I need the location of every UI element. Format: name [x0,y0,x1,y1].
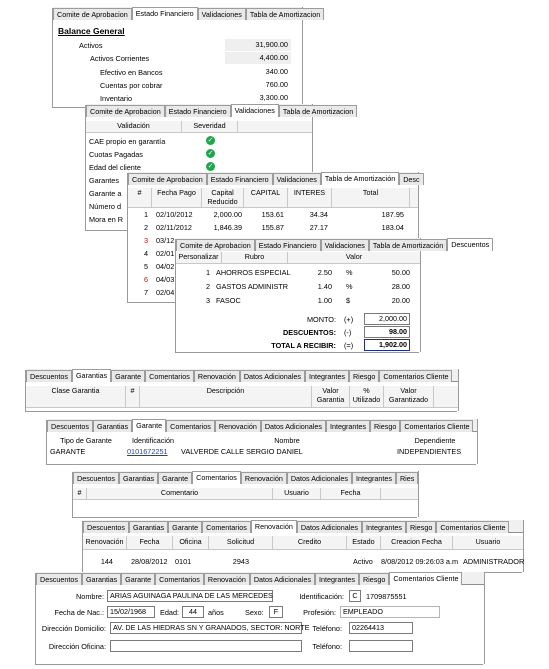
total-label: TOTAL A RECIBIR: [271,341,336,350]
col-fecha: Fecha [321,488,381,499]
amort-cell-num: 6 [143,275,148,284]
garante-identificacion-link[interactable]: 0101672251 [127,447,168,456]
tab-renovacion[interactable]: Renovación [194,370,240,382]
tab-integrantes[interactable]: Integrantes [326,420,370,432]
tab-datos-adicionales[interactable]: Datos Adicionales [287,472,352,484]
id-tipo-field[interactable]: C [349,590,361,602]
col-rubro: Rubro [222,252,288,263]
balance-label-activos: Activos [79,41,103,50]
tab-validaciones[interactable]: Validaciones [231,104,279,117]
renovacion-fecha: 28/08/2012 [131,557,168,566]
check-icon: ✓ [207,163,214,170]
validacion-row-3: Edad del cliente [89,163,141,172]
tab-garante[interactable]: Garante [168,521,202,533]
amort-cell-fecha: 02/11/2012 [156,223,192,232]
desc-cell-rubro: GASTOS ADMINISTR [216,282,289,291]
tab-integrantes[interactable]: Integrantes [352,472,396,484]
tab-descuentos[interactable]: Descuentos [73,472,119,484]
amort-cell-num: 2 [143,223,148,232]
tab-integrantes[interactable]: Integrantes [315,573,359,585]
balance-tabs [53,7,321,20]
validacion-row-6: Número d [89,202,122,211]
col-interes: INTERES [288,188,332,207]
tab-garantias[interactable]: Garantias [129,521,168,533]
col-comentario: Comentario [87,488,273,499]
garante-nombre: VALVERDE CALLE SERGIO DANIEL [181,447,303,456]
check-icon: ✓ [207,150,214,157]
desc-cell-porcentaje: 2.50 [317,268,332,277]
renovacion-panel [83,520,523,572]
tab-comentarios-cliente[interactable]: Comentarios Cliente [389,572,462,585]
tab-garante[interactable]: Garante [132,419,166,432]
tab-comite[interactable]: Comite de Aprobacion [86,105,165,117]
balance-value-cuentas: 760.00 [225,79,291,91]
validacion-row-4: Garantes [89,176,120,185]
profesion-field[interactable]: EMPLEADO [340,606,440,618]
col-oficina: Oficina [173,536,209,549]
amort-cell-fecha: 03/12 [156,236,175,245]
tab-datos-adicionales[interactable]: Datos Adicionales [240,370,305,382]
cliente-tabs [36,572,484,585]
oficina-label: Dirección Oficina: [48,642,106,651]
tab-garantias[interactable]: Garantias [93,420,132,432]
garantias-header [26,386,458,408]
sexo-label: Sexo: [245,608,264,617]
tab-amortizacion[interactable]: Tabla de Amortización [321,172,399,185]
desc-cell-tipo: $ [346,296,351,305]
col-personalizar: Personalizar [176,252,222,263]
tab-comentarios[interactable]: Comentarios [166,420,215,432]
descuentos-label: DESCUENTOS: [283,328,336,337]
sexo-field[interactable]: F [269,606,283,618]
col-tipo-garante: Tipo de Garante [60,436,112,445]
validaciones-header [86,121,312,133]
desc-cell-num: 1 [205,268,210,277]
tab-comentarios-cliente[interactable]: Comentarios Cliente [379,370,452,382]
amortizacion-tabs [128,172,418,185]
desc-cell-valor: 50.00 [391,268,410,277]
amort-cell-total: 187.95 [381,210,404,219]
renovacion-solicitud: 2943 [232,557,249,566]
descuentos-field: 98.00 [364,326,410,338]
balance-value-efectivo: 340.00 [225,66,291,78]
col-capital: CAPITAL [244,188,288,207]
desc-cell-porcentaje: 1.00 [317,296,332,305]
descuentos-panel [176,238,490,352]
check-icon: ✓ [207,137,214,144]
col-estado: Estado [347,536,381,549]
amort-cell-interes: 27.17 [309,223,328,232]
validacion-row-5: Garante a [89,189,122,198]
amort-cell-capital: 153.61 [261,210,284,219]
tab-riesgo[interactable]: Riesgo [406,521,436,533]
col-num: # [126,386,140,407]
tab-garante[interactable]: Garante [121,573,155,585]
col-nombre: Nombre [274,436,300,445]
col-valor-garantia: Valor Garantia [312,386,350,407]
tab-riesgo[interactable]: Riesgo [370,420,400,432]
tab-estado-financiero[interactable]: Estado Financiero [207,173,273,185]
col-total: Total [332,188,410,207]
col-severidad: Severidad [182,121,238,132]
monto-field: 2,000.00 [364,313,410,325]
comentarios-panel [73,471,418,517]
renovacion-header [83,536,523,550]
amort-cell-capital-reducido: 1,846.39 [213,223,242,232]
tab-riesgo[interactable]: Riesgo [349,370,379,382]
tab-comite[interactable]: Comite de Aprobacion [176,239,255,251]
renovacion-oficina: 0101 [175,557,192,566]
balance-label-efectivo: Efectivo en Bancos [100,68,163,77]
balance-title: Balance General [58,26,125,36]
col-num: # [73,488,87,499]
tab-comentarios-cliente[interactable]: Comentarios Cliente [436,521,509,533]
tab-comentarios[interactable]: Comentarios [155,573,204,585]
col-num: # [128,188,152,207]
tab-estado-financiero[interactable]: Estado Financiero [132,7,198,20]
desc-cell-porcentaje: 1.40 [317,282,332,291]
tab-comentarios[interactable]: Comentarios [192,471,241,484]
tab-estado-financiero[interactable]: Estado Financiero [165,105,231,117]
desc-cell-tipo: % [346,282,353,291]
col-identificacion: Identificación [132,436,174,445]
identificacion-label: Identificación: [299,592,344,601]
descuentos-sign: (-) [344,328,352,337]
tab-datos-adicionales[interactable]: Datos Adicionales [297,521,362,533]
amort-cell-capital: 155.87 [261,223,284,232]
desc-cell-rubro: AHORROS ESPECIAL [216,268,291,277]
col-valor-garantizado: Valor Garantizado [384,386,434,407]
tab-renovacion[interactable]: Renovación [251,520,297,533]
amort-cell-num: 7 [143,288,148,297]
renovacion-usuario: ADMINISTRADOR [463,557,525,566]
edad-field[interactable]: 44 [182,606,204,618]
amort-cell-capital-reducido: 2,000.00 [213,210,242,219]
col-renovacion: Renovación [83,536,127,549]
tab-comentarios-cliente[interactable]: Comentarios Cliente [400,420,473,432]
tab-descuentos[interactable]: Descuentos [447,238,493,251]
domicilio-label: Dirección Domicilio: [41,624,106,633]
col-credito: Credito [273,536,347,549]
tab-descuentos[interactable]: Descuentos [36,573,82,585]
monto-sign: (+) [344,315,354,324]
balance-panel [53,7,321,107]
tab-garante[interactable]: Garante [158,472,192,484]
tab-renovacion[interactable]: Renovación [204,573,250,585]
profesion-label: Profesión: [303,608,336,617]
amort-cell-num: 3 [143,236,148,245]
tab-comentarios[interactable]: Comentarios [145,370,194,382]
desc-cell-num: 3 [205,296,210,305]
tab-estado-financiero[interactable]: Estado Financiero [255,239,321,251]
total-sign: (=) [344,341,354,350]
comentarios-header [73,488,418,500]
col-usuario: Usuario [475,537,501,546]
tab-datos-adicionales[interactable]: Datos Adicionales [261,420,326,432]
tab-garantias[interactable]: Garantias [72,369,111,382]
amort-cell-interes: 34.34 [309,210,328,219]
tab-integrantes[interactable]: Integrantes [305,370,349,382]
col-solicitud: Solicitud [209,536,273,549]
desc-cell-tipo: % [346,268,353,277]
telefono2-field[interactable] [349,640,413,652]
tab-comite[interactable]: Comite de Aprobacion [128,173,207,185]
garante-panel [47,419,477,464]
tab-garantias[interactable]: Garantias [82,573,121,585]
amort-cell-fecha: 02/01 [156,249,175,258]
garantias-panel [26,369,458,411]
garante-dependiente: INDEPENDIENTES [397,447,462,456]
col-creacion-fecha: Creacion Fecha [381,536,453,549]
garante-tabs [47,419,477,432]
tab-descuentos[interactable]: Descuentos [47,420,93,432]
amortizacion-header [128,188,418,208]
descuentos-tabs [176,238,490,251]
desc-cell-rubro: FASOC [216,296,241,305]
cliente-panel [36,572,484,664]
balance-value-corrientes: 4,400.00 [225,52,291,64]
tab-datos-adicionales[interactable]: Datos Adicionales [250,573,315,585]
tab-validaciones[interactable]: Validaciones [198,8,246,20]
balance-label-corrientes: Activos Corrientes [90,54,150,63]
oficina-field[interactable] [110,640,302,652]
col-fecha: Fecha [127,536,173,549]
amort-cell-num: 1 [143,210,148,219]
garante-header [47,436,477,447]
amort-cell-total: 183.04 [381,223,404,232]
monto-label: MONTO: [306,315,336,324]
balance-label-inventario: Inventario [100,94,133,103]
tab-integrantes[interactable]: Integrantes [362,521,406,533]
telefono-label: Teléfono: [312,624,342,633]
tab-amortizacion[interactable]: Tabla de Amortización [369,239,447,251]
nombre-field[interactable]: ARIAS AGUINAGA PAULINA DE LAS MERCEDES [107,590,273,602]
tab-amortizacion[interactable]: Tabla de Amortizacion [246,8,324,20]
telefono-field[interactable]: 02264413 [349,622,413,634]
tab-validaciones[interactable]: Validaciones [273,173,321,185]
renovacion-creacion: 8/08/2012 09:26:03 a.m [381,557,459,566]
col-fecha-pago: Fecha Pago [152,188,202,207]
col-validacion: Validación [86,121,182,132]
renovacion-estado: Activo [353,557,373,566]
garantias-tabs [26,369,458,382]
domicilio-field[interactable]: AV. DE LAS HIEDRAS SN Y GRANADOS, SECTOR: NORTE [110,622,302,634]
col-descripcion: Descripción [140,386,312,407]
amort-cell-num: 5 [143,262,148,271]
renovacion-numero: 144 [100,557,113,566]
tab-renovacion[interactable]: Renovación [215,420,261,432]
amort-cell-fecha: 02/04 [156,288,175,297]
balance-value-inventario: 3,300.00 [225,92,291,104]
balance-label-cuentas: Cuentas por cobrar [100,81,163,90]
tab-validaciones[interactable]: Validaciones [321,239,369,251]
telefono2-label: Teléfono: [312,642,342,651]
validacion-row-1: CAE propio en garantía [89,137,166,146]
tab-amortizacion[interactable]: Tabla de Amortizacion [279,105,357,117]
comentarios-tabs [73,471,418,484]
col-utilizado: % Utilizado [350,386,384,407]
col-capital-reducido: Capital Reducido [202,188,244,207]
identificacion-value: 1709875551 [366,592,407,601]
desc-cell-valor: 28.00 [391,282,410,291]
amort-cell-fecha: 04/02 [156,262,175,271]
desc-cell-num: 2 [205,282,210,291]
tab-riesgo[interactable]: Ries [396,472,418,484]
descuentos-header [176,252,420,264]
amort-cell-fecha: 04/03 [156,275,175,284]
tab-descuentos[interactable]: Descuentos [83,521,129,533]
tab-comite[interactable]: Comite de Aprobacion [53,8,132,20]
validacion-row-7: Mora en R [89,215,124,224]
fecha-nac-label: Fecha de Nac.: [54,608,104,617]
tab-garante[interactable]: Garante [111,370,145,382]
col-clase-garantia: Clase Garantia [26,386,126,407]
amort-cell-num: 4 [143,249,148,258]
col-valor: Valor [345,252,363,261]
col-dependiente: Dependiente [414,436,456,445]
tab-descuentos[interactable]: Descuentos [26,370,72,382]
renovacion-tabs [83,520,523,533]
tab-renovacion[interactable]: Renovación [241,472,287,484]
tab-descuentos[interactable]: Desc [399,173,423,185]
desc-cell-valor: 20.00 [391,296,410,305]
fecha-nac-field[interactable]: 15/02/1968 [107,606,155,618]
nombre-label: Nombre: [76,592,104,601]
amort-cell-fecha: 02/10/2012 [156,210,193,219]
edad-label: Edad: [160,608,180,617]
validaciones-tabs [86,104,354,117]
anios-label: años [208,608,224,617]
balance-value-activos: 31,900.00 [225,39,291,51]
tab-garantias[interactable]: Garantias [119,472,158,484]
garante-tipo: GARANTE [50,447,86,456]
tab-riesgo[interactable]: Riesgo [359,573,389,585]
tab-comentarios[interactable]: Comentarios [202,521,251,533]
total-field: 1,902.00 [364,339,410,351]
col-usuario: Usuario [273,488,321,499]
validacion-row-2: Cuotas Pagadas [89,150,143,159]
